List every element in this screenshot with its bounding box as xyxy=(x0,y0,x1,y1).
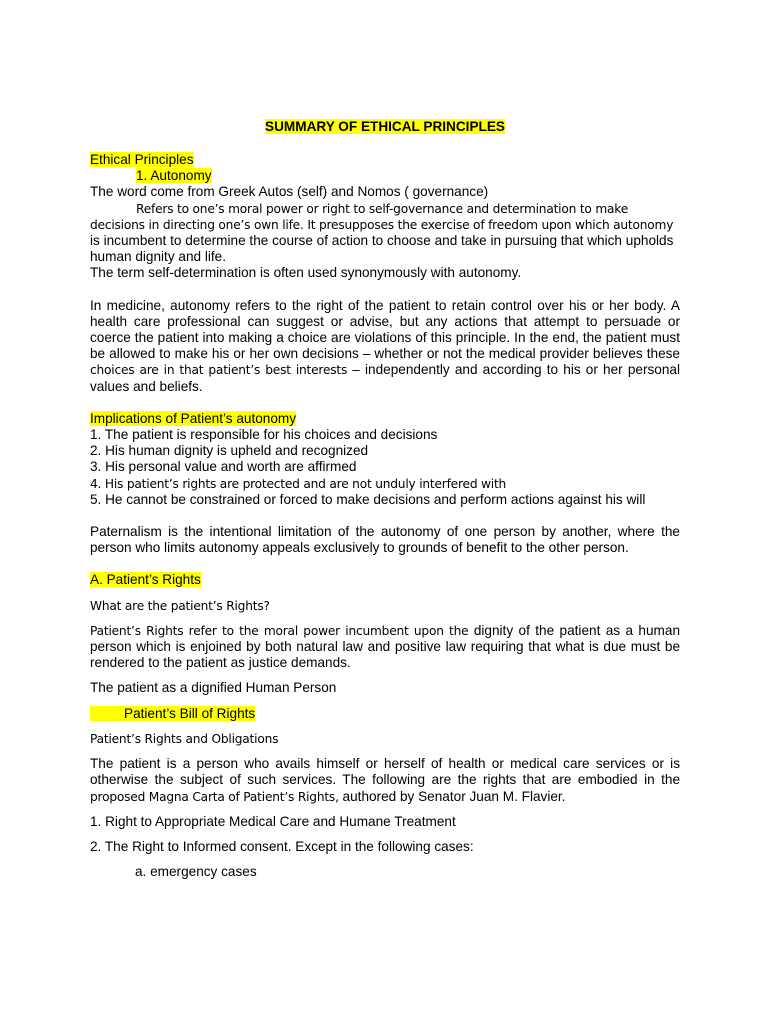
self-determination-note: The term self-determination is often used synonymously with autonomy. xyxy=(90,265,522,281)
spacer xyxy=(90,830,680,839)
spacer xyxy=(90,589,680,598)
patient-rights-heading-text: A. Patient’s Rights xyxy=(90,572,201,588)
list-item: 5. He cannot be constrained or forced to make decisions and perform actions against his will xyxy=(90,491,646,507)
spacer xyxy=(90,395,680,411)
bill-of-rights-heading xyxy=(90,706,680,722)
spacer xyxy=(90,671,680,680)
bill-of-rights-text: Patient’s Bill of Rights xyxy=(90,706,255,721)
list-item: 1. The patient is responsible for his choices and decisions xyxy=(90,427,438,443)
list-item: 3. His personal value and worth are affirmed xyxy=(90,459,357,475)
rights-definition-part1: Patient’s Rights refer to the moral power incumbent upon the xyxy=(90,623,469,638)
patient-definition-paragraph xyxy=(90,756,680,805)
spacer xyxy=(90,747,680,756)
medicine-paragraph xyxy=(90,298,680,395)
right-2: 2. The Right to Informed consent. Except in the following cases: xyxy=(90,838,474,854)
principle-autonomy-text: 1. Autonomy xyxy=(136,168,212,184)
patient-definition-part2: proposed Magna Carta of Patient’s Rights, xyxy=(90,789,339,804)
autonomy-definition-line1: Refers to one’s moral power or right to self-governance and determination to make xyxy=(136,201,628,216)
list-item: 2. His human dignity is upheld and recognized xyxy=(90,443,369,459)
rights-obligations-line: Patient’s Rights and Obligations xyxy=(90,731,279,746)
section-heading xyxy=(90,152,680,168)
spacer xyxy=(90,508,680,524)
dignified-person-line: The patient as a dignified Human Person xyxy=(90,680,337,696)
right-1: 1. Right to Appropriate Medical Care and Humane Treatment xyxy=(90,813,456,829)
medicine-paragraph-part3: – independently and according to his or her personal values and beliefs. xyxy=(90,362,680,394)
medicine-paragraph-part1: In medicine, autonomy refers to the right of the patient to retain control over his or her body. A health care professional can suggest or advise, but any actions that attempt to persuade or coerce the patient into making a choice are violations of this principle. In the end, the patient must be allowed to make his or her own decisions – whether or not the medical provider believes these xyxy=(90,297,680,362)
spacer xyxy=(90,722,680,731)
patient-rights-heading xyxy=(90,572,680,588)
spacer xyxy=(90,855,680,864)
rights-definition xyxy=(90,623,680,672)
medicine-paragraph-part2: choices are in that patient’s best interests xyxy=(90,363,348,378)
spacer xyxy=(90,805,680,814)
autonomy-origin: The word come from Greek Autos (self) and Nomos ( governance) xyxy=(90,184,489,200)
section-heading-text: Ethical Principles xyxy=(90,152,194,167)
title-text: SUMMARY OF ETHICAL PRINCIPLES xyxy=(265,119,505,134)
patient-definition-part3: authored by Senator Juan M. Flavier. xyxy=(338,788,566,804)
list-item: 4. His patient’s rights are protected and are not unduly interfered with xyxy=(90,476,507,491)
spacer xyxy=(90,614,680,623)
rights-definition-part2: dignity of the patient as a human person which is enjoined by both natural law and positive law requiring that what is due must be rendered to the patient as justice demands. xyxy=(90,622,680,671)
spacer xyxy=(90,556,680,572)
autonomy-definition-line3: is incumbent to determine the course of action to choose and take in pursuing that which upholds human dignity and life. xyxy=(90,233,674,265)
spacer xyxy=(90,697,680,706)
autonomy-definition-line2: decisions in directing one’s own life. It presupposes the exercise of freedom upon which autonomy xyxy=(90,217,674,232)
spacer xyxy=(90,282,680,298)
implications-heading-text: Implications of Patient’s autonomy xyxy=(90,410,297,426)
document-page xyxy=(90,118,680,880)
document-title xyxy=(90,118,680,136)
implications-heading xyxy=(90,411,680,427)
case-a: a. emergency cases xyxy=(135,864,257,880)
patient-definition-part1: The patient is a person who avails himself or herself of health or medical care services or is otherwise the subject of such services. The following are the rights that are embodied in the xyxy=(90,756,680,788)
rights-question: What are the patient’s Rights? xyxy=(90,598,270,613)
principle-autonomy-heading xyxy=(90,168,680,184)
paternalism-paragraph: Paternalism is the intentional limitation of the autonomy of one person by another, where the person who limits autonomy appeals exclusively to grounds of benefit to the other person. xyxy=(90,524,680,556)
